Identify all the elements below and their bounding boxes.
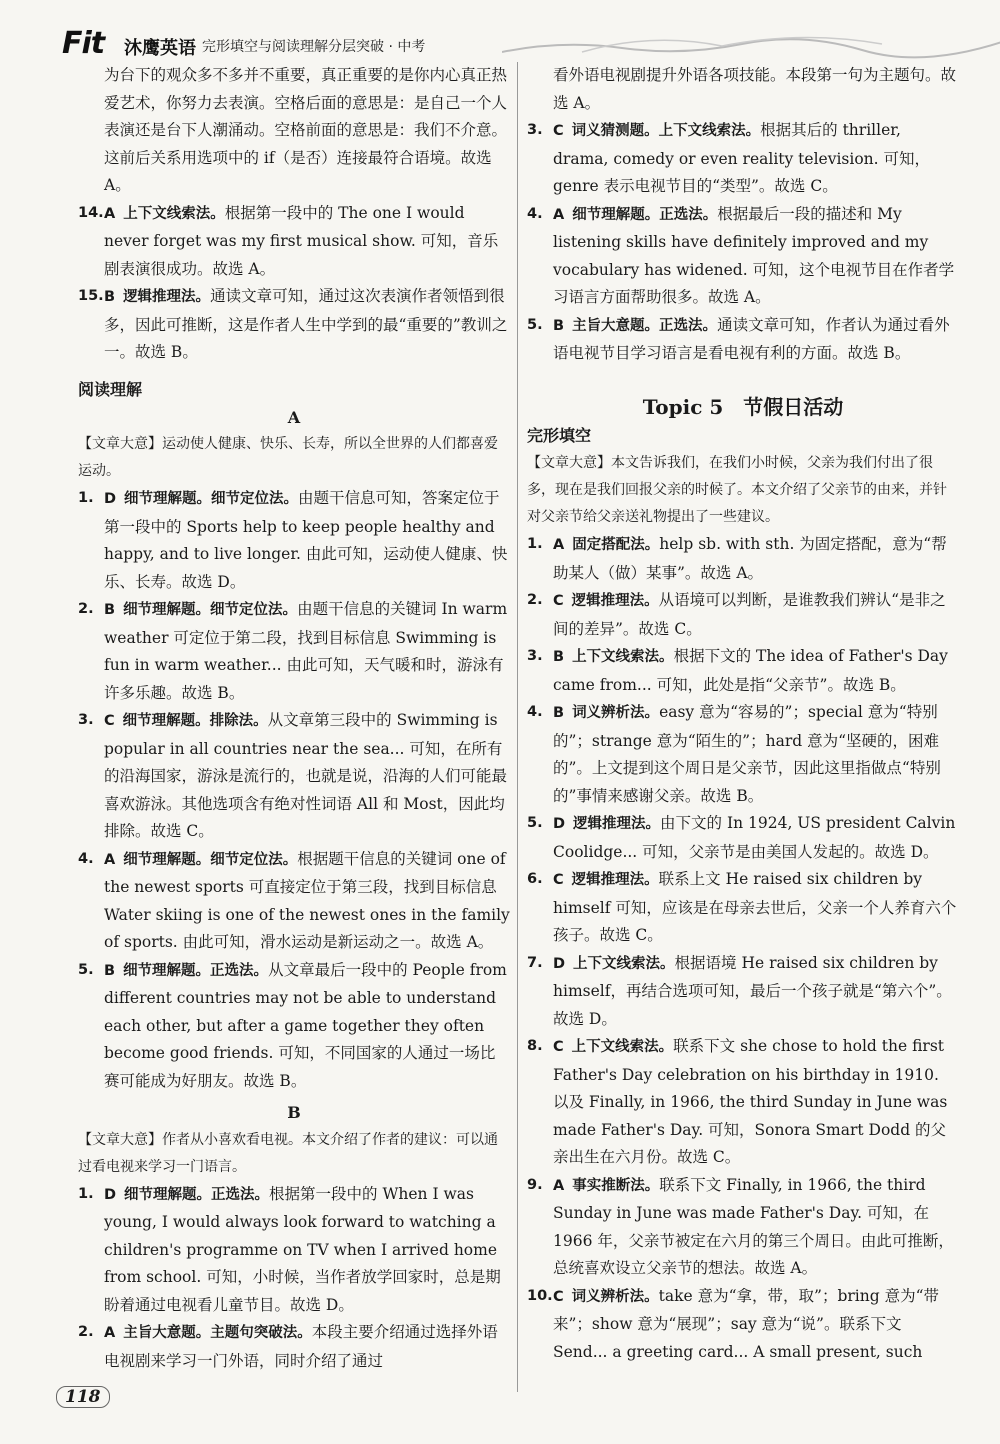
- answer-item: [527, 950, 959, 1034]
- section-cloze-heading: 完形填空: [527, 426, 592, 445]
- topic-title: Topic 5 节假日活动: [642, 394, 844, 419]
- item-method: 细节理解题。正选法。: [123, 962, 269, 979]
- item-explanation: 根据其后的 thriller, drama, comedy or even reality television. 可知，genre 表示电视节目的“类型”。故选 C。: [553, 121, 931, 195]
- part-b-items: [78, 1181, 510, 1376]
- item-answer: A: [553, 206, 565, 223]
- item-method: 细节理解题。细节定位法。: [123, 602, 298, 618]
- item-method: 上下文线索法。: [571, 1039, 674, 1055]
- brand-name: 沐鹰英语: [124, 38, 196, 59]
- item-answer: A: [553, 1177, 565, 1194]
- item-method: 词义辨析法。: [572, 705, 660, 721]
- page-number: 118: [56, 1386, 110, 1408]
- cloze-items: [527, 531, 959, 1366]
- item-number: 3.: [527, 648, 543, 664]
- right-continued-paragraph: 看外语电视剧提升外语各项技能。本段第一句为主题句。故选 A。: [553, 66, 957, 112]
- item-explanation: 根据第一段中的 When I was young, I would always look forward to watching a children's programme on TV when I arrived home from school. 可知，小时候，当作者放学回家时，总是期盼着通过电视看儿童节目。故选 D。: [104, 1184, 501, 1314]
- item-number: 4.: [78, 850, 94, 867]
- answer-item: [527, 312, 959, 368]
- item-answer: D: [553, 955, 566, 972]
- item-answer: B: [104, 962, 116, 979]
- item-answer: B: [553, 649, 565, 665]
- item-explanation: 本段主要介绍通过选择外语电视剧来学习一门外语，同时介绍了通过: [104, 1323, 498, 1370]
- answer-item: [78, 846, 510, 957]
- item-explanation: 从语境可以判断，是谁教我们辨认“是非之间的差异”。故选 C。: [553, 591, 946, 638]
- answer-item: [527, 810, 959, 866]
- item-explanation: easy 意为“容易的”；special 意为“特别的”；strange 意为“陌生的”；hard 意为“坚硬的，困难的”。上文提到这个周日是父亲节，因此这里指做点“特别的”事情来感谢父亲。故选 B。: [553, 703, 941, 805]
- item-answer: C: [553, 1288, 564, 1305]
- item-method: 逻辑推理法。: [123, 289, 211, 305]
- item-number: 4.: [527, 704, 543, 720]
- item-answer: A: [553, 537, 565, 553]
- item-answer: C: [553, 1039, 564, 1055]
- item-explanation: 联系下文 she chose to hold the first Father's Day celebration on his birthday in 1910. 以及 Finally, in 1966, the third Sunday in June was made Father's Day. 可知，Sonora Smart Dodd 的父亲出生在六月份。故选 C。: [553, 1037, 948, 1166]
- item-answer: C: [553, 123, 564, 139]
- item-number: 3.: [527, 122, 543, 138]
- answer-item: [527, 201, 959, 312]
- item-number: 9.: [527, 1176, 543, 1193]
- item-number: 8.: [527, 1038, 543, 1054]
- item-answer: C: [553, 593, 564, 609]
- right-column: [527, 62, 959, 1366]
- item-number: 4.: [527, 205, 543, 222]
- book-subtitle: 完形填空与阅读理解分层突破 · 中考: [202, 39, 426, 55]
- page-header: [62, 22, 1000, 62]
- left-column: [78, 62, 510, 1375]
- item-answer: B: [553, 705, 565, 721]
- summary-a: 【文章大意】运动使人健康、快乐、长寿，所以全世界的人们都喜爱运动。: [78, 436, 498, 479]
- item-answer: A: [104, 851, 116, 868]
- part-a-items: [78, 485, 510, 1095]
- item-method: 细节理解题。细节定位法。: [124, 491, 299, 507]
- item-explanation: 根据语境 He raised six children by himself，再结合选项可知，最后一个孩子就是“第六个”。故选 D。: [553, 953, 952, 1028]
- item-method: 主旨大意题。主题句突破法。: [123, 1325, 312, 1341]
- brand-logo: Fit: [62, 26, 105, 61]
- answer-item: [527, 531, 959, 587]
- item-explanation: 由题干信息可知，答案定位于第一段中的 Sports help to keep people healthy and happy, and to live longer. 由此可知，运动使人健康、快乐、长寿。故选 D。: [104, 489, 508, 591]
- answer-item: [527, 587, 959, 643]
- summary-b: 【文章大意】作者从小喜欢看电视。本文介绍了作者的建议：可以通过看电视来学习一门语言。: [78, 1131, 498, 1175]
- item-number: 1.: [527, 536, 543, 552]
- item-explanation: 联系上文 He raised six children by himself 可知，应该是在母亲去世后，父亲一个人养育六个孩子。故选 C。: [553, 870, 957, 944]
- item-explanation: take 意为“拿，带，取”；bring 意为“带来”；show 意为“展现”；say 意为“说”。联系下文 Send... a greeting card... A small present, such: [553, 1286, 940, 1361]
- answer-item: [78, 283, 510, 367]
- answer-item: [78, 596, 510, 707]
- item-method: 逻辑推理法。: [573, 816, 661, 832]
- answer-item: [527, 699, 959, 810]
- item-answer: D: [104, 491, 117, 507]
- item-method: 上下文线索法。: [123, 205, 225, 222]
- item-number: 3.: [78, 712, 94, 728]
- item-answer: B: [553, 317, 565, 334]
- item-explanation: 联系下文 Finally, in 1966, the third Sunday in June was made Father's Day. 可知，在 1966 年，父亲节被定在六月的第三个周日。由此可推断，总统喜欢设立父亲节的想法。故选 A。: [553, 1175, 954, 1277]
- item-number: 10.: [527, 1287, 553, 1304]
- item-method: 细节理解题。细节定位法。: [123, 851, 298, 868]
- item-method: 细节理解题。正选法。: [124, 1186, 270, 1203]
- item-number: 2.: [527, 592, 543, 608]
- item-method: 上下文线索法。: [573, 955, 675, 972]
- answer-item: [527, 1172, 959, 1283]
- item-method: 事实推断法。: [572, 1177, 660, 1194]
- item-explanation: 通读文章可知，通过这次表演作者领悟到很多，因此可推断，这是作者人生中学到的最“重要的”教训之一。故选 B。: [104, 287, 508, 361]
- item-explanation: 根据最后一段的描述和 My listening skills have definitely improved and my vocabulary has widened. 可知，这个电视节目在作者学习语言方面帮助很多。故选 A。: [553, 204, 955, 306]
- item-explanation: 根据下文的 The idea of Father's Day came from... 可知，此处是指“父亲节”。故选 B。: [553, 647, 948, 694]
- item-number: 1.: [78, 490, 94, 506]
- item-method: 词义辨析法。: [571, 1288, 659, 1305]
- answer-item: [527, 1033, 959, 1172]
- cloze-summary: 【文章大意】本文告诉我们，在我们小时候，父亲为我们付出了很多，现在是我们回报父亲的时候了。本文介绍了父亲节的由来，并针对父亲节给父亲送礼物提出了一些建议。: [527, 455, 947, 525]
- item-number: 2.: [78, 601, 94, 617]
- item-method: 逻辑推理法。: [571, 593, 659, 609]
- section-reading-heading: 阅读理解: [78, 379, 143, 399]
- item-answer: A: [104, 1325, 116, 1341]
- item-method: 词义猜测题。上下文线索法。: [571, 123, 761, 139]
- item-answer: B: [104, 289, 116, 305]
- item-method: 逻辑推理法。: [571, 872, 659, 888]
- item-answer: C: [104, 713, 115, 729]
- item-explanation: 从文章第三段中的 Swimming is popular in all countries near the sea... 可知，在所有的沿海国家，游泳是流行的，也就是说，沿海的人们可能最喜欢游泳。其他选项含有绝对性词语 All 和 Most，因此均排除。故选 C。: [104, 711, 508, 840]
- item-answer: B: [104, 602, 116, 618]
- answer-item: [78, 485, 510, 596]
- item-number: 5.: [78, 961, 94, 978]
- answer-item: [527, 643, 959, 699]
- part-a-heading: A: [287, 407, 301, 427]
- part-b-items-cont: [527, 117, 959, 368]
- answer-item: [78, 957, 510, 1096]
- item-number: 14.: [78, 204, 104, 221]
- item-explanation: 由下文的 In 1924, US president Calvin Coolidge... 可知，父亲节是由美国人发起的。故选 D。: [553, 814, 956, 861]
- item-method: 固定搭配法。: [572, 537, 660, 553]
- left-cont-items: [78, 200, 510, 367]
- item-number: 2.: [78, 1324, 94, 1340]
- item-answer: D: [104, 1186, 117, 1203]
- item-number: 15.: [78, 288, 104, 304]
- item-explanation: 由题干信息的关键词 In warm weather 可定位于第二段，找到目标信息 Swimming is fun in warm weather... 由此可知，天气暖和时，游泳有许多乐趣。故选 B。: [104, 600, 508, 702]
- item-method: 细节理解题。正选法。: [572, 206, 718, 223]
- item-answer: D: [553, 816, 566, 832]
- answer-item: [78, 200, 510, 284]
- part-b-heading: B: [287, 1103, 301, 1122]
- continued-paragraph: 为台下的观众多不多并不重要，真正重要的是你内心真正热爱艺术，你努力去表演。空格后面的意思是：是自己一个人表演还是台下人潮涌动。空格前面的意思是：我们不介意。这前后关系用选项中的 if（是否）连接最符合语境。故选 A。: [104, 66, 508, 194]
- item-answer: A: [104, 205, 116, 222]
- column-divider: [517, 62, 518, 1392]
- item-answer: C: [553, 872, 564, 888]
- answer-item: [527, 866, 959, 950]
- item-explanation: 通读文章可知，作者认为通过看外语电视节目学习语言是看电视有利的方面。故选 B。: [553, 315, 950, 362]
- item-number: 6.: [527, 871, 543, 887]
- answer-item: [78, 1319, 510, 1375]
- answer-item: [527, 117, 959, 201]
- item-number: 1.: [78, 1185, 94, 1202]
- item-method: 细节理解题。排除法。: [122, 713, 268, 729]
- item-method: 上下文线索法。: [572, 649, 674, 665]
- item-number: 5.: [527, 815, 543, 831]
- item-explanation: 从文章最后一段中的 People from different countries may not be able to understand each other, but after a game together they often become good friends. 可知，不同国家的人通过一场比赛可能成为好朋友。故选 B。: [104, 960, 507, 1090]
- header-landscape-art: [502, 22, 1000, 60]
- item-explanation: 根据第一段中的 The one I would never forget was my first musical show. 可知，音乐剧表演很成功。故选 A。: [104, 203, 499, 278]
- answer-item: [527, 1283, 959, 1367]
- answer-item: [78, 1181, 510, 1320]
- item-number: 5.: [527, 316, 543, 333]
- item-method: 主旨大意题。正选法。: [572, 317, 718, 334]
- item-explanation: 根据题干信息的关键词 one of the newest sports 可直接定位于第三段，找到目标信息 Water skiing is one of the newest ones in the family of sports. 由此可知，滑水运动是新运动之一。故选 A。: [104, 849, 510, 951]
- answer-item: [78, 707, 510, 846]
- item-number: 7.: [527, 954, 543, 971]
- item-explanation: help sb. with sth. 为固定搭配，意为“帮助某人（做）某事”。故选 A。: [553, 535, 947, 582]
